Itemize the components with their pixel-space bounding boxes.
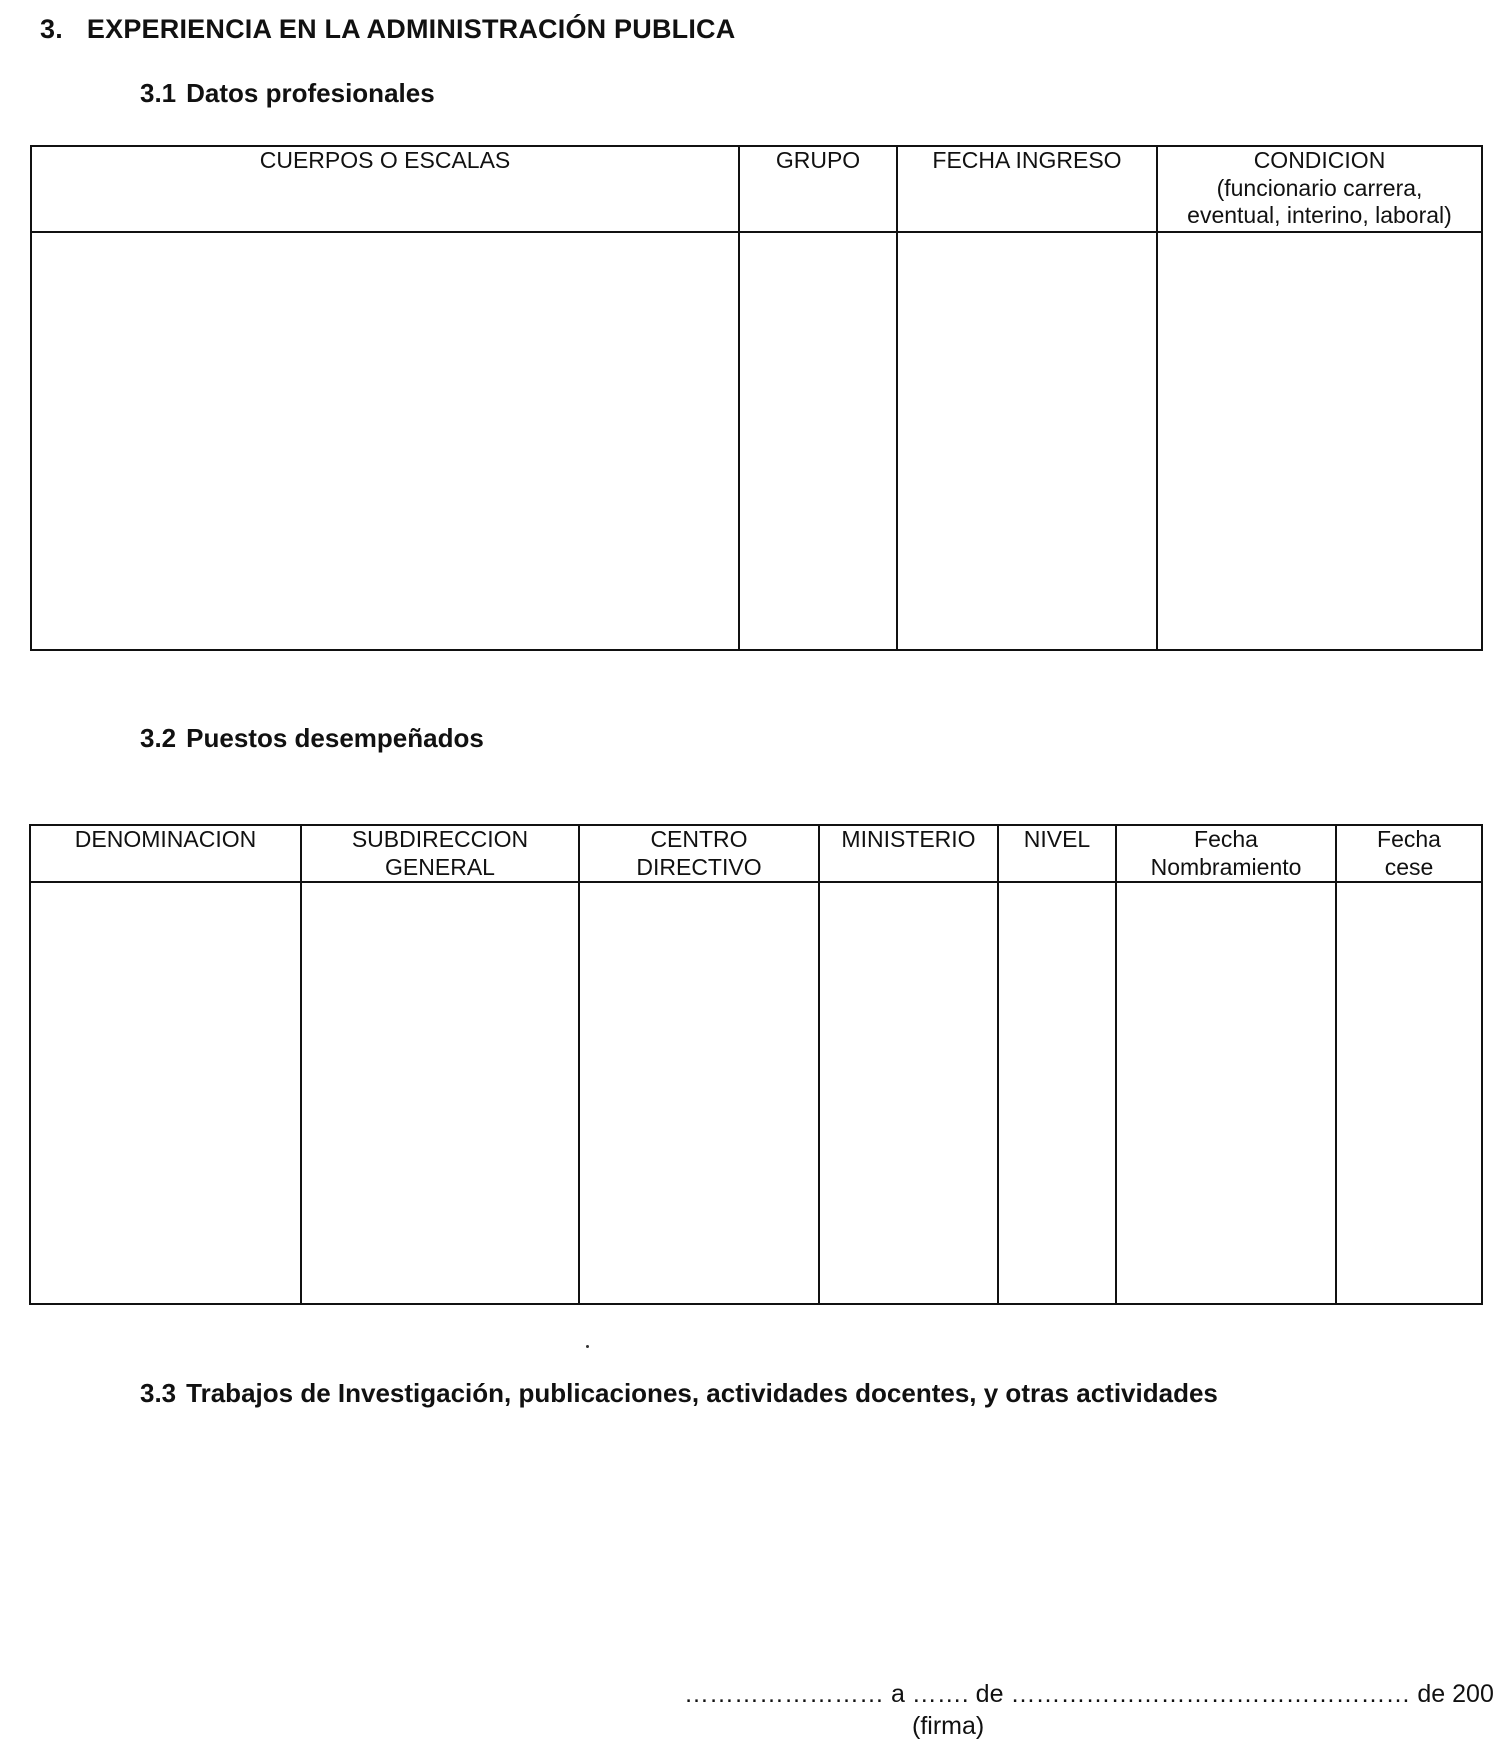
section-heading [40, 14, 735, 45]
cell-grupo[interactable] [739, 232, 897, 650]
header-denominacion: DENOMINACION [30, 825, 301, 882]
header-subdireccion-line-1: SUBDIRECCION [351, 826, 529, 852]
table-body-row [31, 232, 1482, 650]
header-nombramiento-line-2: Nombramiento [1150, 853, 1302, 880]
header-cese-line-1: Fecha [1377, 826, 1441, 852]
cell-subdireccion-general[interactable] [301, 882, 579, 1304]
cell-fecha-nombramiento[interactable] [1116, 882, 1336, 1304]
subsection-3-3-title: Trabajos de Investigación, publicaciones, actividades docentes, y otras actividades [186, 1378, 1218, 1408]
header-nombramiento-line-1: Fecha [1194, 826, 1258, 852]
cell-fecha-ingreso[interactable] [897, 232, 1157, 650]
section-number: 3. [40, 14, 63, 44]
subsection-3-2-heading [140, 723, 484, 754]
header-condicion-line-3: eventual, interino, laboral) [1187, 202, 1452, 229]
header-ministerio: MINISTERIO [819, 825, 998, 882]
header-condicion-line-2: (funcionario carrera, [1216, 174, 1423, 201]
header-centro-line-1: CENTRO [650, 826, 748, 852]
cell-condicion[interactable] [1157, 232, 1482, 650]
header-grupo: GRUPO [739, 146, 897, 232]
section-title: EXPERIENCIA EN LA ADMINISTRACIÓN PUBLICA [86, 14, 736, 44]
cell-cuerpos-escalas[interactable] [31, 232, 739, 650]
header-centro-line-2: DIRECTIVO [636, 853, 762, 880]
subsection-3-2-title: Puestos desempeñados [186, 723, 484, 753]
date-place-line: …………………… a ……. de ………………………………………… de 200 [684, 1680, 1494, 1708]
cell-fecha-cese[interactable] [1336, 882, 1482, 1304]
header-fecha-ingreso: FECHA INGRESO [897, 146, 1157, 232]
header-cese-line-2: cese [1384, 853, 1434, 880]
cell-ministerio[interactable] [819, 882, 998, 1304]
cell-nivel[interactable] [998, 882, 1116, 1304]
header-subdireccion-general [301, 825, 579, 882]
datos-profesionales-table [30, 145, 1483, 651]
subsection-3-2-number: 3.2 [140, 723, 177, 753]
puestos-desempenados-table [29, 824, 1483, 1305]
header-cuerpos-escalas: CUERPOS O ESCALAS [31, 146, 739, 232]
header-condicion-line-1: CONDICION [1253, 147, 1386, 173]
header-condicion [1157, 146, 1482, 232]
subsection-3-1-number: 3.1 [140, 78, 177, 108]
header-fecha-cese [1336, 825, 1482, 882]
subsection-3-3-number: 3.3 [140, 1378, 177, 1408]
subsection-3-3-heading [140, 1378, 1218, 1409]
header-nivel: NIVEL [998, 825, 1116, 882]
signature-label: (firma) [912, 1712, 985, 1740]
cell-centro-directivo[interactable] [579, 882, 819, 1304]
header-fecha-nombramiento [1116, 825, 1336, 882]
table-header-row [31, 146, 1482, 232]
subsection-3-1-title: Datos profesionales [186, 78, 435, 108]
header-subdireccion-line-2: GENERAL [385, 853, 495, 880]
table-body-row [30, 882, 1482, 1304]
subsection-3-1-heading [140, 78, 435, 109]
header-centro-directivo [579, 825, 819, 882]
cell-denominacion[interactable] [30, 882, 301, 1304]
scan-speck [586, 1345, 589, 1348]
table-header-row [30, 825, 1482, 882]
